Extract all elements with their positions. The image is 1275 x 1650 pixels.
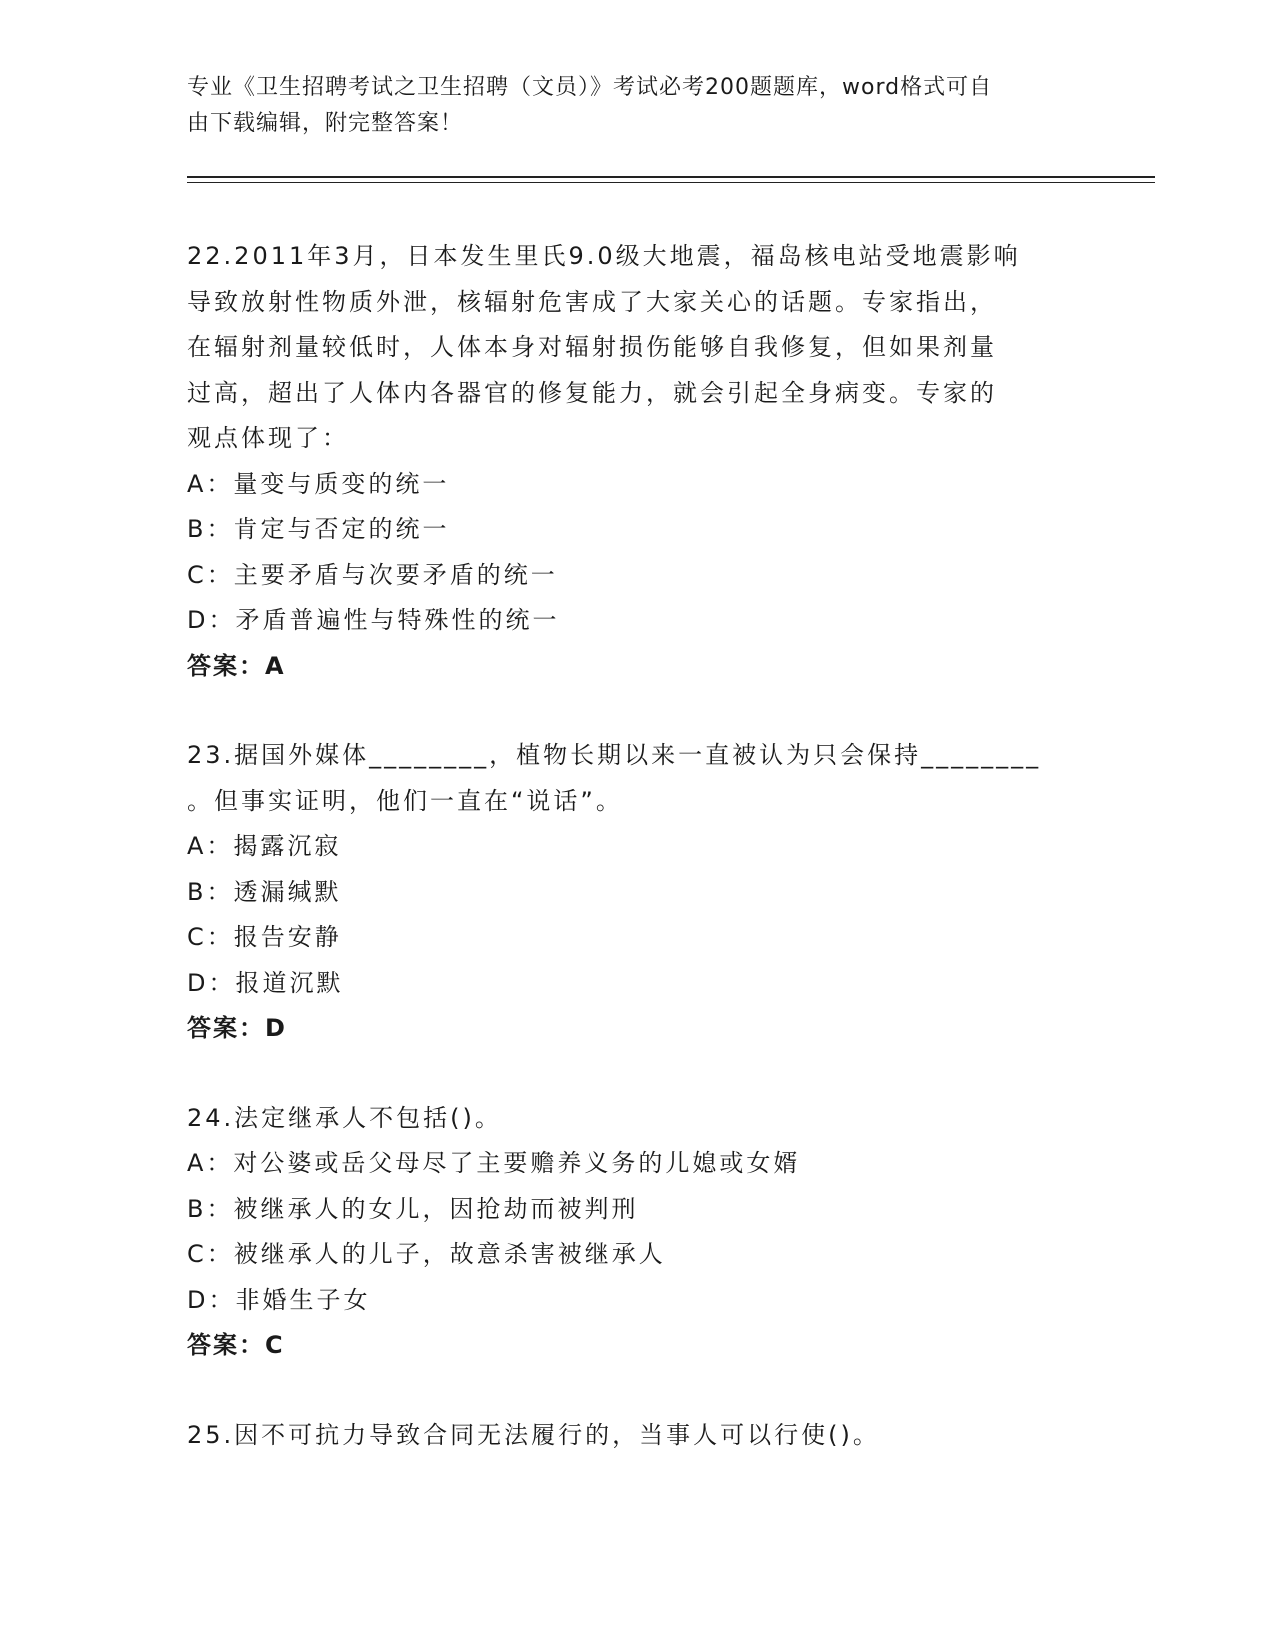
header-divider-thin xyxy=(187,182,1155,183)
stem-line: 导致放射性物质外泄，核辐射危害成了大家关心的话题。专家指出， xyxy=(187,287,997,316)
option-c: C：主要矛盾与次要矛盾的统一 xyxy=(187,560,558,589)
stem-line: 在辐射剂量较低时，人体本身对辐射损伤能够自我修复，但如果剂量 xyxy=(187,333,997,361)
option-c: C：报告安静 xyxy=(187,923,342,951)
stem-line: 24.法定继承人不包括()。 xyxy=(187,1103,502,1132)
option-d: D：非婚生子女 xyxy=(187,1285,371,1314)
option-b: B：被继承人的女儿，因抢劫而被判刑 xyxy=(187,1194,639,1223)
document-header xyxy=(187,70,1067,142)
question-25 xyxy=(187,1413,1087,1459)
question-list xyxy=(187,234,1087,1502)
option-c: C：被继承人的儿子，故意杀害被继承人 xyxy=(187,1240,666,1268)
question-stem xyxy=(187,733,1087,824)
answer: 答案：D xyxy=(187,1014,287,1042)
question-stem xyxy=(187,1413,1087,1459)
stem-line: 23.据国外媒体________，植物长期以来一直被认为只会保持________ xyxy=(187,741,1042,769)
option-a: A：揭露沉寂 xyxy=(187,832,342,860)
answer: 答案：C xyxy=(187,1331,285,1359)
option-b: B：肯定与否定的统一 xyxy=(187,515,450,543)
header-line-2: 由下载编辑，附完整答案！ xyxy=(187,111,464,136)
stem-line: 观点体现了： xyxy=(187,424,349,452)
stem-line: 过高，超出了人体内各器官的修复能力，就会引起全身病变。专家的 xyxy=(187,378,997,407)
answer: 答案：A xyxy=(187,651,286,680)
question-24 xyxy=(187,1096,1087,1369)
header-divider-thick xyxy=(187,176,1155,178)
question-22 xyxy=(187,234,1087,689)
question-stem xyxy=(187,1096,1087,1142)
option-a: A：对公婆或岳父母尽了主要赡养义务的儿媳或女婿 xyxy=(187,1149,801,1177)
option-d: D：报道沉默 xyxy=(187,968,344,997)
header-line-1: 专业《卫生招聘考试之卫生招聘（文员）》考试必考200题题库，word格式可自 xyxy=(187,75,993,100)
question-23 xyxy=(187,733,1087,1052)
option-a: A：量变与质变的统一 xyxy=(187,469,450,498)
question-stem xyxy=(187,234,1087,462)
stem-line: 25.因不可抗力导致合同无法履行的，当事人可以行使()。 xyxy=(187,1420,880,1449)
stem-line: 。但事实证明，他们一直在“说话”。 xyxy=(187,786,623,815)
option-b: B：透漏缄默 xyxy=(187,877,342,906)
stem-line: 22.2011年3月，日本发生里氏9.0级大地震，福岛核电站受地震影响 xyxy=(187,242,1021,270)
option-d: D：矛盾普遍性与特殊性的统一 xyxy=(187,606,560,634)
